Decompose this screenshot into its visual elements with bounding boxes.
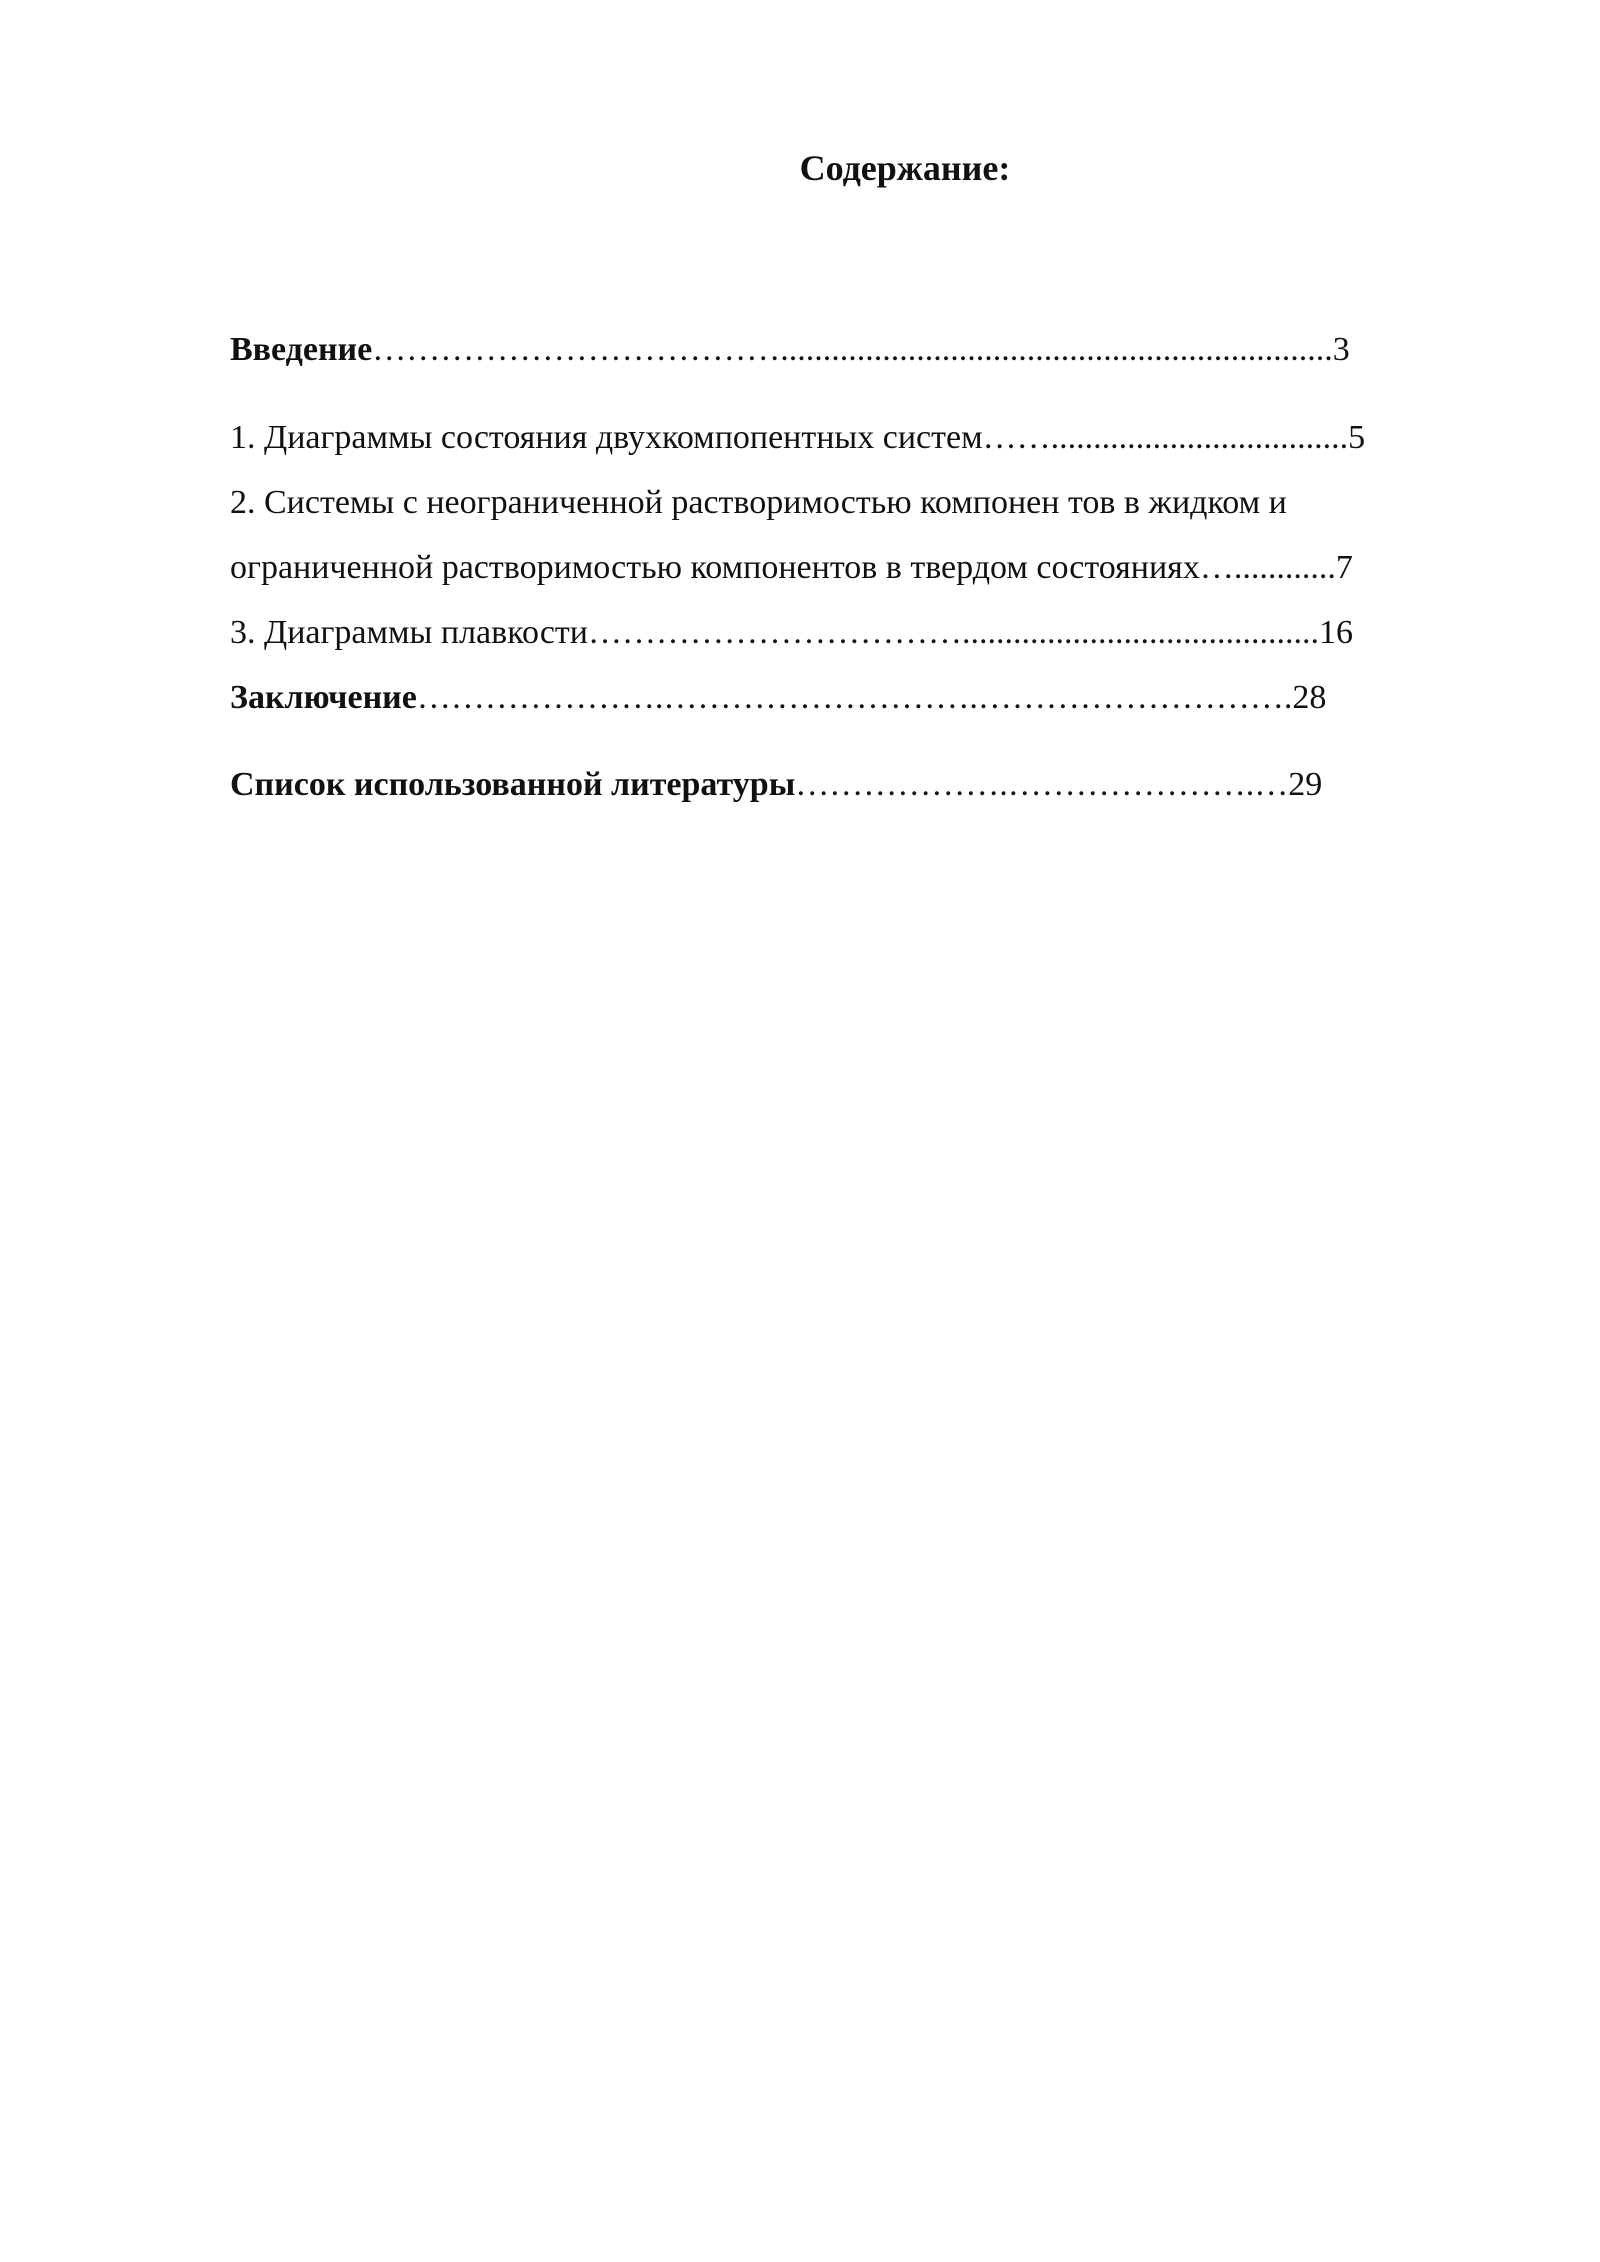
toc-entry-chapter-1: [230, 421, 1365, 455]
toc-entry-label: 1. Диаграммы состояния двухкомпопентных систем: [230, 419, 983, 456]
toc-entry-leader: ………………….……………………….……………………….: [416, 679, 1293, 716]
toc-entry-page: 28: [1292, 679, 1327, 716]
toc-entry-leader: ……...................................: [982, 419, 1349, 456]
toc-entry-leader: ……………………………….................................................................: [372, 331, 1333, 368]
toc-entry-conclusion: [230, 681, 1326, 715]
toc-entry-leader: …............: [1199, 549, 1336, 586]
toc-entry-label: Список использованной литературы: [230, 766, 796, 803]
toc-entry-label: Введение: [230, 331, 373, 368]
toc-entry-introduction: [230, 333, 1350, 367]
toc-entry-leader: ……………….………………….…: [795, 766, 1289, 803]
toc-entry-label: 2. Системы с неограниченной растворимостью компонен тов в жидком и: [230, 484, 1287, 521]
toc-entry-references: [230, 768, 1322, 802]
toc-entry-chapter-3: [230, 616, 1353, 650]
toc-entry-page: 3: [1332, 331, 1350, 368]
page-title: Содержание:: [799, 148, 1011, 188]
toc-entry-page: 7: [1335, 549, 1353, 586]
toc-entry-page: 16: [1318, 614, 1353, 651]
toc-entry-label: 3. Диаграммы плавкости: [230, 614, 588, 651]
toc-entry-chapter-2-line-2: [230, 551, 1353, 585]
toc-entry-chapter-2-line-1: [230, 486, 1287, 520]
toc-entry-page: 5: [1348, 419, 1366, 456]
toc-entry-leader: ……………………………..........................................: [587, 614, 1319, 651]
toc-entry-page: 29: [1288, 766, 1323, 803]
toc-entry-label: Заключение: [230, 679, 417, 716]
toc-entry-label: ограниченной растворимостью компонентов в твердом состояниях: [230, 549, 1200, 586]
